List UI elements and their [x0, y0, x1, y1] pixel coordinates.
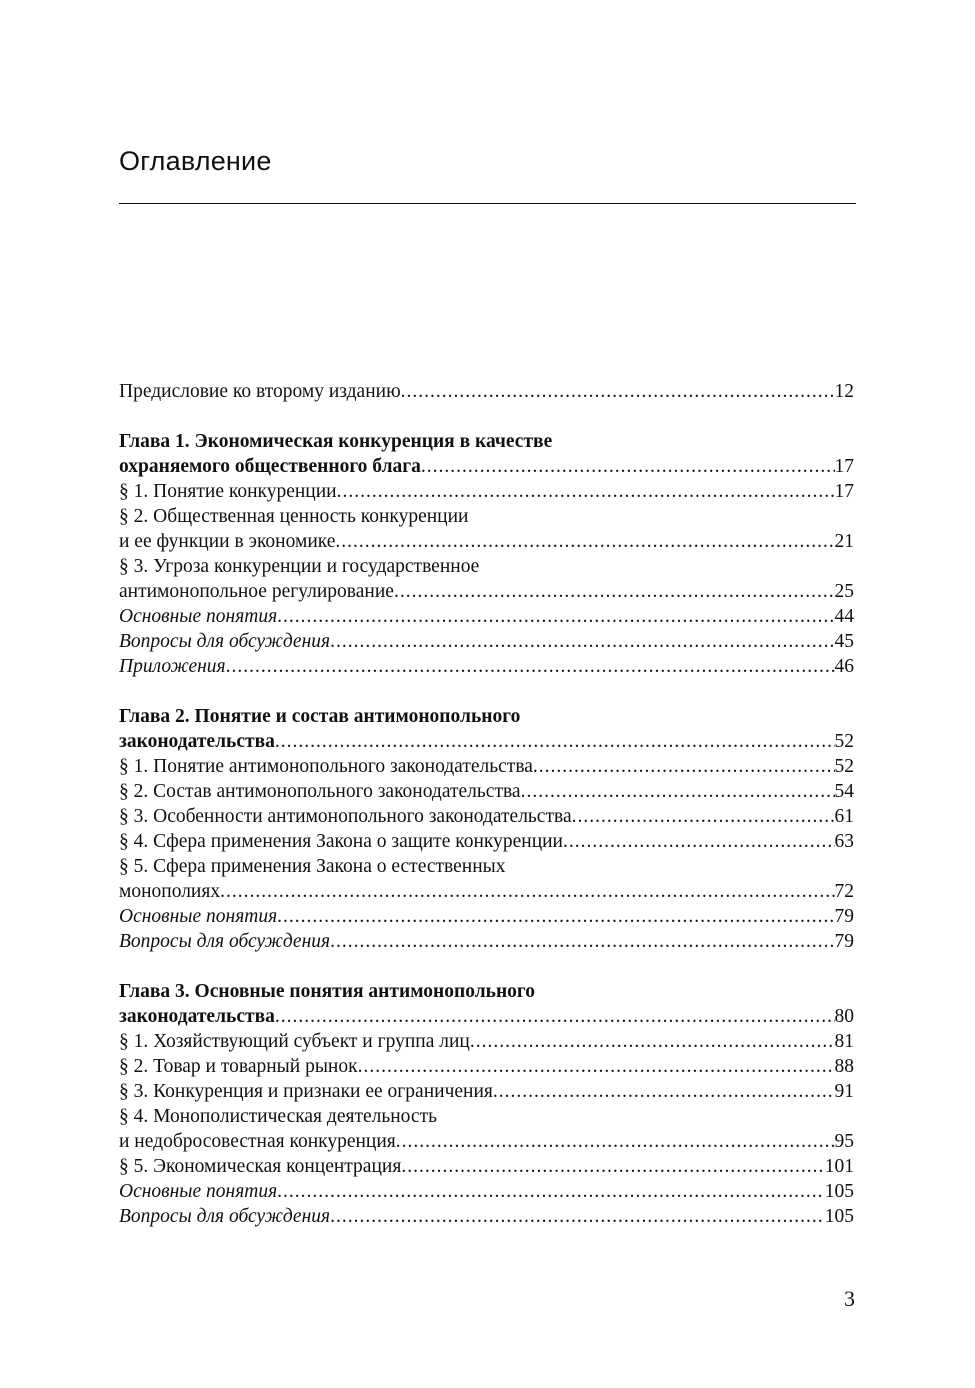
title-divider: [119, 203, 856, 204]
toc-entry-text: § 5. Сфера применения Закона о естественных: [119, 856, 506, 877]
toc-concepts[interactable]: [119, 1179, 854, 1204]
toc-page-number: 79: [834, 906, 854, 927]
toc-questions[interactable]: [119, 629, 854, 654]
toc-chapter-title-cont[interactable]: [119, 1004, 854, 1029]
toc-section[interactable]: [119, 754, 854, 779]
toc-entry-text: § 2. Общественная ценность конкуренции: [119, 506, 469, 527]
toc-chapter-1: [119, 429, 854, 679]
toc-page-number: 21: [834, 531, 854, 552]
toc-page-number: 105: [824, 1181, 854, 1202]
toc-chapter-title-cont[interactable]: [119, 729, 854, 754]
toc-section[interactable]: [119, 1104, 854, 1129]
toc-page-number: 101: [824, 1156, 854, 1177]
toc-entry-text: Глава 2. Понятие и состав антимонопольного: [119, 706, 521, 727]
toc-leader: [277, 1179, 825, 1204]
toc-page-number: 52: [834, 756, 854, 777]
toc-page-number: 46: [834, 656, 854, 677]
toc-leader: [401, 379, 835, 404]
toc-section[interactable]: [119, 504, 854, 529]
toc-section[interactable]: [119, 1029, 854, 1054]
toc-section-cont[interactable]: [119, 879, 854, 904]
toc-concepts[interactable]: [119, 904, 854, 929]
toc-page-number: 52: [834, 731, 854, 752]
toc-entry-text: § 1. Понятие конкуренции: [119, 481, 337, 502]
toc-leader: [226, 654, 835, 679]
toc-entry-text: Вопросы для обсуждения: [119, 631, 331, 652]
toc-entry-text: законодательства: [119, 1006, 275, 1027]
page-title: Оглавление: [119, 146, 272, 176]
toc-page-number: 12: [834, 381, 854, 402]
toc-leader: [394, 579, 835, 604]
toc-section[interactable]: [119, 779, 854, 804]
toc-entry-text: Приложения: [119, 656, 226, 677]
page-number: 3: [844, 1286, 855, 1311]
toc-entry-text: Основные понятия: [119, 1181, 278, 1202]
toc-page-number: 17: [834, 481, 854, 502]
toc-leader: [533, 754, 835, 779]
toc-leader: [521, 779, 835, 804]
toc-chapter-title[interactable]: [119, 704, 854, 729]
toc-entry-text: монополиях: [119, 881, 221, 902]
toc-section[interactable]: [119, 1054, 854, 1079]
toc-page-number: 63: [834, 831, 854, 852]
toc-chapter-title[interactable]: [119, 429, 854, 454]
toc-entry-preface[interactable]: [119, 379, 854, 404]
toc-leader: [470, 1029, 835, 1054]
toc-section[interactable]: [119, 804, 854, 829]
toc-entry-text: и недобросовестная конкуренция: [119, 1131, 396, 1152]
toc-section[interactable]: [119, 479, 854, 504]
toc-entry-text: § 1. Понятие антимонопольного законодательства: [119, 756, 533, 777]
toc-entry-text: антимонопольное регулирование: [119, 581, 394, 602]
toc-leader: [275, 1004, 835, 1029]
toc-page-number: 88: [834, 1056, 854, 1077]
toc-chapter-2: [119, 704, 854, 954]
toc-entry-text: Вопросы для обсуждения: [119, 931, 331, 952]
toc-page-number: 45: [834, 631, 854, 652]
toc-section[interactable]: [119, 829, 854, 854]
toc-entry-text: законодательства: [119, 731, 275, 752]
toc-page-number: 91: [834, 1081, 854, 1102]
toc-leader: [421, 454, 835, 479]
toc-chapter-title-cont[interactable]: [119, 454, 854, 479]
toc-entry-text: § 4. Сфера применения Закона о защите конкуренции: [119, 831, 563, 852]
toc-entry-text: § 1. Хозяйствующий субъект и группа лиц: [119, 1031, 470, 1052]
toc-entry-text: Вопросы для обсуждения: [119, 1206, 331, 1227]
toc-page-number: 61: [834, 806, 854, 827]
toc-section-cont[interactable]: [119, 1129, 854, 1154]
toc-leader: [563, 829, 835, 854]
toc-preface-block: [119, 379, 854, 404]
toc-entry-text: Глава 1. Экономическая конкуренция в качестве: [119, 431, 553, 452]
toc-entry-text: § 2. Состав антимонопольного законодательства: [119, 781, 521, 802]
toc-section-cont[interactable]: [119, 579, 854, 604]
toc-leader: [277, 604, 834, 629]
toc-entry-text: § 5. Экономическая концентрация: [119, 1156, 402, 1177]
toc-entry-text: Глава 3. Основные понятия антимонопольного: [119, 981, 536, 1002]
toc-entry-text: Предисловие ко второму изданию: [119, 381, 401, 402]
toc-entry-text: Основные понятия: [119, 906, 278, 927]
toc-section[interactable]: [119, 854, 854, 879]
toc-leader: [330, 929, 834, 954]
toc-page-number: 54: [834, 781, 854, 802]
toc-leader: [220, 879, 834, 904]
toc-page-number: 44: [834, 606, 854, 627]
table-of-contents: [119, 379, 854, 1254]
toc-entry-text: § 2. Товар и товарный рынок: [119, 1056, 358, 1077]
toc-section[interactable]: [119, 554, 854, 579]
toc-page-number: 17: [834, 456, 854, 477]
toc-entry-text: § 4. Монополистическая деятельность: [119, 1106, 437, 1127]
toc-entry-text: Основные понятия: [119, 606, 278, 627]
toc-questions[interactable]: [119, 929, 854, 954]
toc-leader: [335, 529, 834, 554]
toc-page-number: 25: [834, 581, 854, 602]
toc-questions[interactable]: [119, 1204, 854, 1229]
toc-leader: [572, 804, 835, 829]
toc-page-number: 72: [834, 881, 854, 902]
toc-page-number: 105: [824, 1206, 854, 1227]
toc-leader: [275, 729, 835, 754]
toc-leader: [330, 1204, 825, 1229]
toc-entry-text: и ее функции в экономике: [119, 531, 336, 552]
toc-section-cont[interactable]: [119, 529, 854, 554]
toc-leader: [358, 1054, 835, 1079]
toc-entry-text: § 3. Конкуренция и признаки ее ограничения: [119, 1081, 493, 1102]
toc-chapter-3: [119, 979, 854, 1229]
toc-page-number: 80: [834, 1006, 854, 1027]
toc-entry-text: § 3. Особенности антимонопольного законодательства: [119, 806, 572, 827]
toc-leader: [493, 1079, 835, 1104]
toc-entry-text: § 3. Угроза конкуренции и государственное: [119, 556, 480, 577]
toc-leader: [277, 904, 834, 929]
toc-section[interactable]: [119, 1079, 854, 1104]
toc-leader: [401, 1154, 824, 1179]
toc-section[interactable]: [119, 1154, 854, 1179]
toc-page-number: 79: [834, 931, 854, 952]
toc-entry-text: охраняемого общественного блага: [119, 456, 421, 477]
toc-page-number: 95: [834, 1131, 854, 1152]
toc-page-number: 81: [834, 1031, 854, 1052]
toc-leader: [330, 629, 834, 654]
toc-chapter-title[interactable]: [119, 979, 854, 1004]
toc-leader: [337, 479, 835, 504]
toc-concepts[interactable]: [119, 604, 854, 629]
toc-leader: [396, 1129, 835, 1154]
toc-appendix[interactable]: [119, 654, 854, 679]
